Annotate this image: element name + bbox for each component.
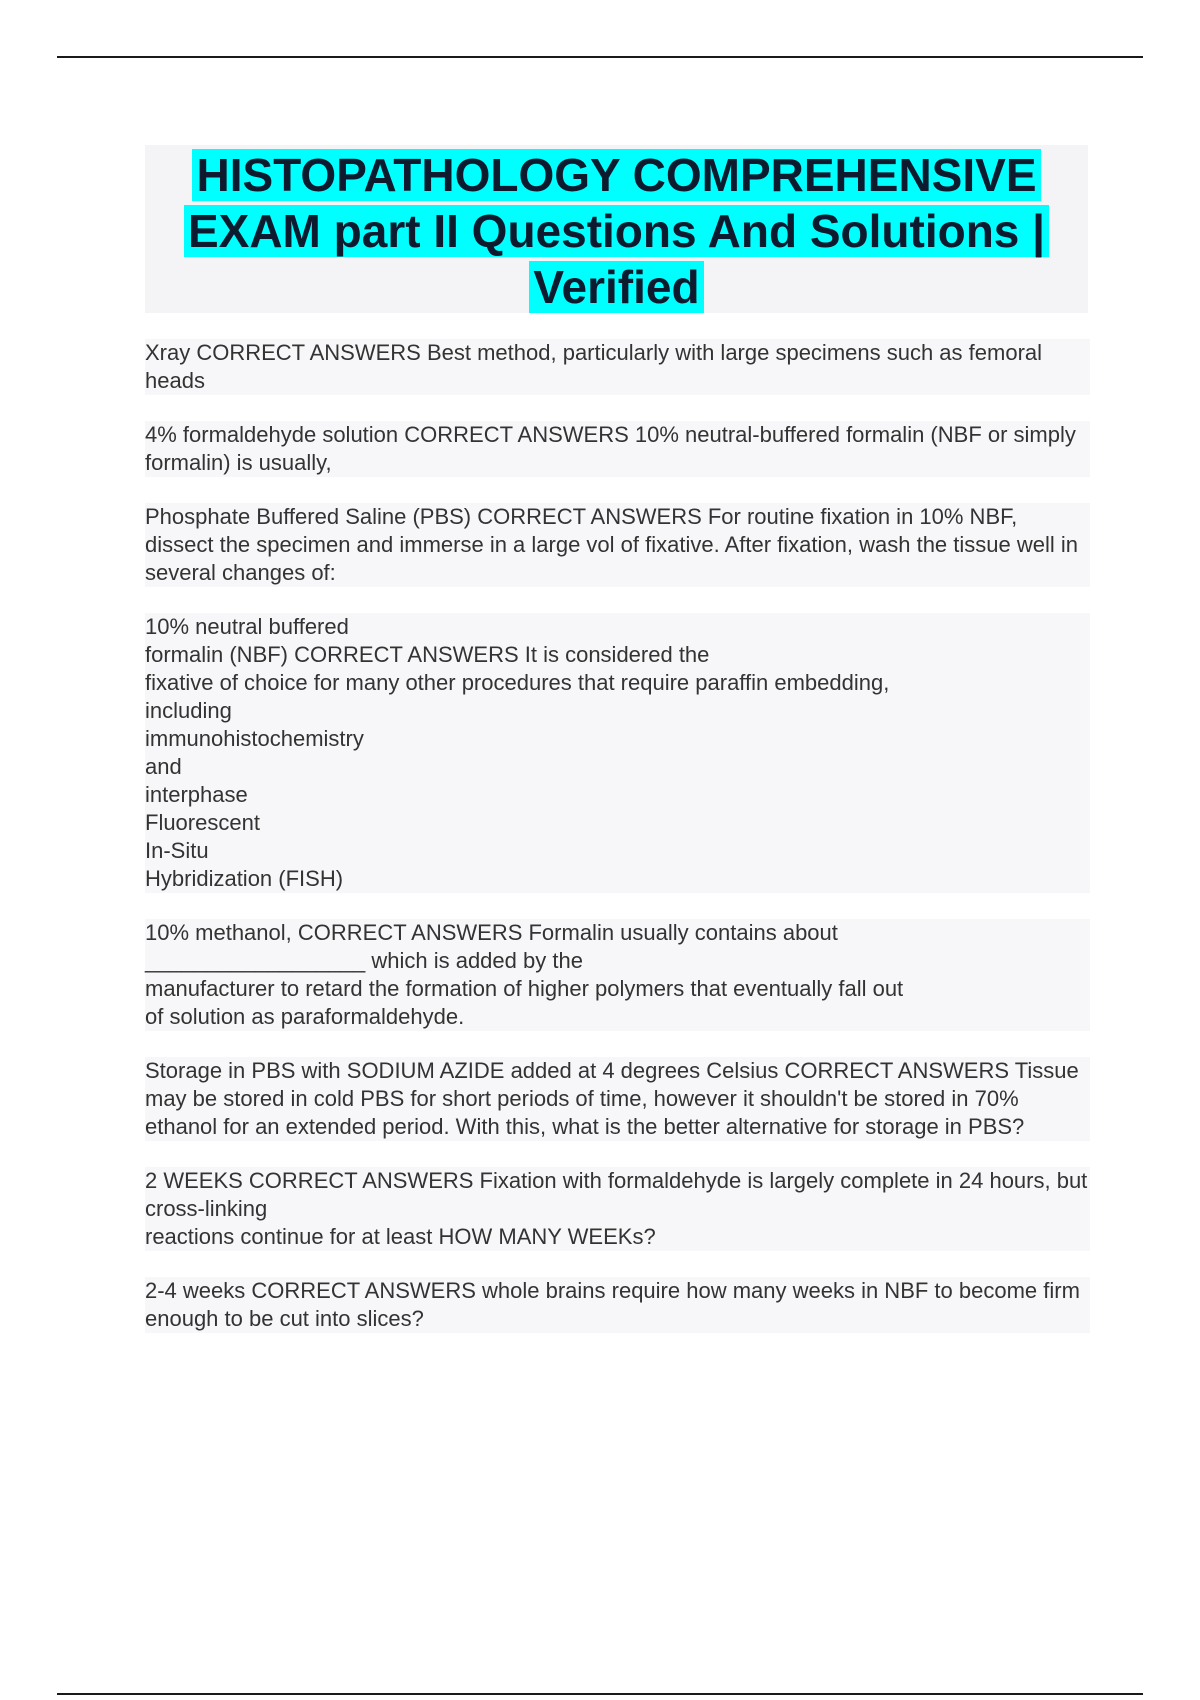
bottom-rule xyxy=(57,1693,1143,1695)
qa-entry-1: Xray CORRECT ANSWERS Best method, particularly with large specimens such as femoral heads xyxy=(145,339,1090,395)
qa-entry-2: 4% formaldehyde solution CORRECT ANSWERS 10% neutral-buffered formalin (NBF or simply formalin) is usually, xyxy=(145,421,1090,477)
qa-entry-8: 2-4 weeks CORRECT ANSWERS whole brains require how many weeks in NBF to become firm enough to be cut into slices? xyxy=(145,1277,1090,1333)
qa-entry-7: 2 WEEKS CORRECT ANSWERS Fixation with formaldehyde is largely complete in 24 hours, but cross-linking reactions continue for at least HOW MANY WEEKs? xyxy=(145,1167,1090,1251)
title-block xyxy=(145,145,1088,313)
qa-list xyxy=(145,339,1090,1359)
qa-entry-5: 10% methanol, CORRECT ANSWERS Formalin usually contains about __________________ which is added by the manufacturer to retard the formation of higher polymers that eventually fall out of solution as paraformaldehyde. xyxy=(145,919,1090,1031)
top-rule xyxy=(57,56,1143,58)
document-title xyxy=(145,147,1088,315)
qa-entry-6: Storage in PBS with SODIUM AZIDE added at 4 degrees Celsius CORRECT ANSWERS Tissue may be stored in cold PBS for short periods of time, however it shouldn't be stored in 70% ethanol for an extended period. With this, what is the better alternative for storage in PBS? xyxy=(145,1057,1090,1141)
qa-entry-4: 10% neutral buffered formalin (NBF) CORRECT ANSWERS It is considered the fixative of choice for many other procedures that require paraffin embedding, including immunohistochemistry and interphase Fluorescent In-Situ Hybridization (FISH) xyxy=(145,613,1090,893)
qa-entry-3: Phosphate Buffered Saline (PBS) CORRECT ANSWERS For routine fixation in 10% NBF, dissect the specimen and immerse in a large vol of fixative. After fixation, wash the tissue well in several changes of: xyxy=(145,503,1090,587)
title-highlight: HISTOPATHOLOGY COMPREHENSIVE EXAM part II Questions And Solutions | Verified xyxy=(184,149,1049,313)
